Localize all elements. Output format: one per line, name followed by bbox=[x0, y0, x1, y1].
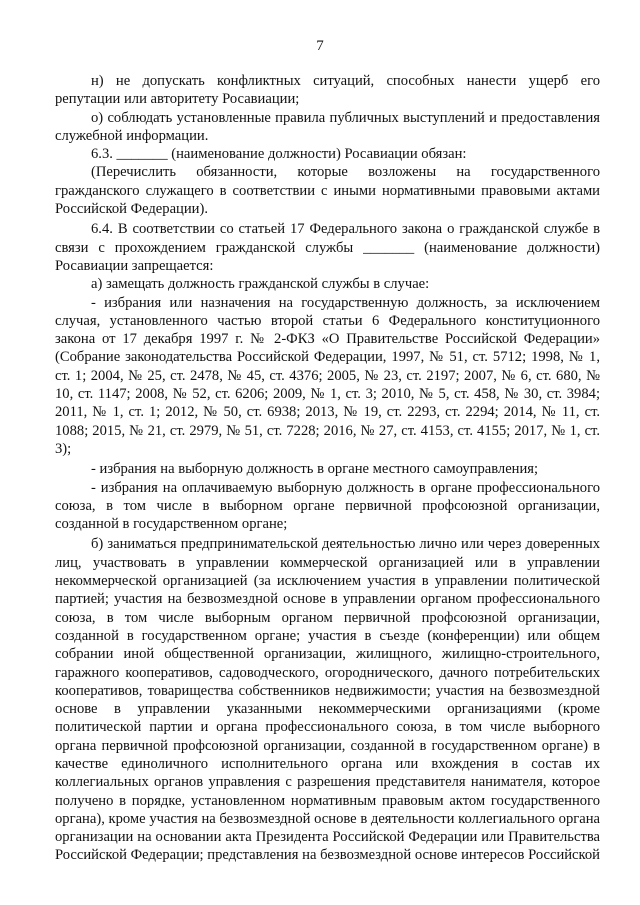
paragraph-a-item-1: - избрания или назначения на государственную должность, за исключением случая, установленного частью второй статьи 6 Федерального конституционного закона от 17 декабря 1997 г. № 2-ФКЗ «О Правительстве Российской Федерации» (Собрание законодательства Российской Федерации, 1997, № 51, ст. 5712; 1998, № 1, ст. 1; 2004, № 25, ст. 2478, № 45, ст. 4376; 2005, № 23, ст. 2197; 2007, № 6, ст. 680, № 10, ст. 1147; 2008, № 52, ст. 6206; 2009, № 1, ст. 3; 2010, № 5, ст. 458, № 30, ст. 3984; 2011, № 1, ст. 1; 2012, № 50, ст. 6938; 2013, № 19, ст. 2293, ст. 2294; 2014, № 11, ст. 1088; 2015, № 21, ст. 2979, № 51, ст. 7228; 2016, № 27, ст. 4153, ст. 4155; 2017, № 1, ст. 3); bbox=[55, 294, 600, 457]
paragraph-duties-note: (Перечислить обязанности, которые возложены на государственного гражданского служащего в соответствии с иными нормативными правовыми актами Российской Федерации). bbox=[55, 164, 600, 218]
paragraph-a-item-2: - избрания на выборную должность в органе местного самоуправления; bbox=[91, 461, 539, 478]
paragraph-a: а) замещать должность гражданской службы в случае: bbox=[91, 276, 430, 293]
page-number: 7 bbox=[316, 38, 324, 54]
paragraph-b: б) заниматься предпринимательской деятельностью лично или через доверенных лиц, участвовать в управлении коммерческой организацией или в управлении некоммерческой организацией (за исключением участия в управлении политической партией; участия на безвозмездной основе в управлении органом профессионального союза, в том числе выборным органом первичной профсоюзной организации, созданной в государственном органе; участия в съезде (конференции) или общем собрании иной общественной организации, жилищного, жилищно-строительного, гаражного кооперативов, садоводческого, огороднического, дачного потребительских кооперативов, товарищества собственников недвижимости; участия на безвозмездной основе в управлении указанными некоммерческими организациями (кроме политической партии и органа профессионального союза, в том числе выборного органа первичной профсоюзной организации, созданной в государственном органе) в качестве единоличного исполнительного органа или вхождения в состав их коллегиальных органов управления с разрешения представителя нанимателя, которое получено в порядке, установленном нормативным правовым актом государственного органа), кроме участия на безвозмездной основе в деятельности коллегиального органа организации на основании акта Президента Российской Федерации или Правительства Российской Федерации; представления на безвозмездной основе интересов Российской bbox=[55, 536, 600, 864]
paragraph-6-4: 6.4. В соответствии со статьей 17 Федерального закона о гражданской службе в связи с прохождением гражданской службы _______ (наименование должности) Росавиации запрещается: bbox=[55, 221, 600, 274]
paragraph-6-3: 6.3. _______ (наименование должности) Росавиации обязан: bbox=[91, 146, 467, 163]
paragraph-o: о) соблюдать установленные правила публичных выступлений и предоставления служебной информации. bbox=[55, 109, 600, 144]
paragraph-a-item-3: - избрания на оплачиваемую выборную должность в органе профессионального союза, в том числе в выборном органе первичной профсоюзной организации, созданной в государственном органе; bbox=[55, 479, 600, 533]
document-body bbox=[55, 72, 600, 865]
paragraph-n: н) не допускать конфликтных ситуаций, способных нанести ущерб его репутации или авторитету Росавиации; bbox=[55, 73, 600, 108]
